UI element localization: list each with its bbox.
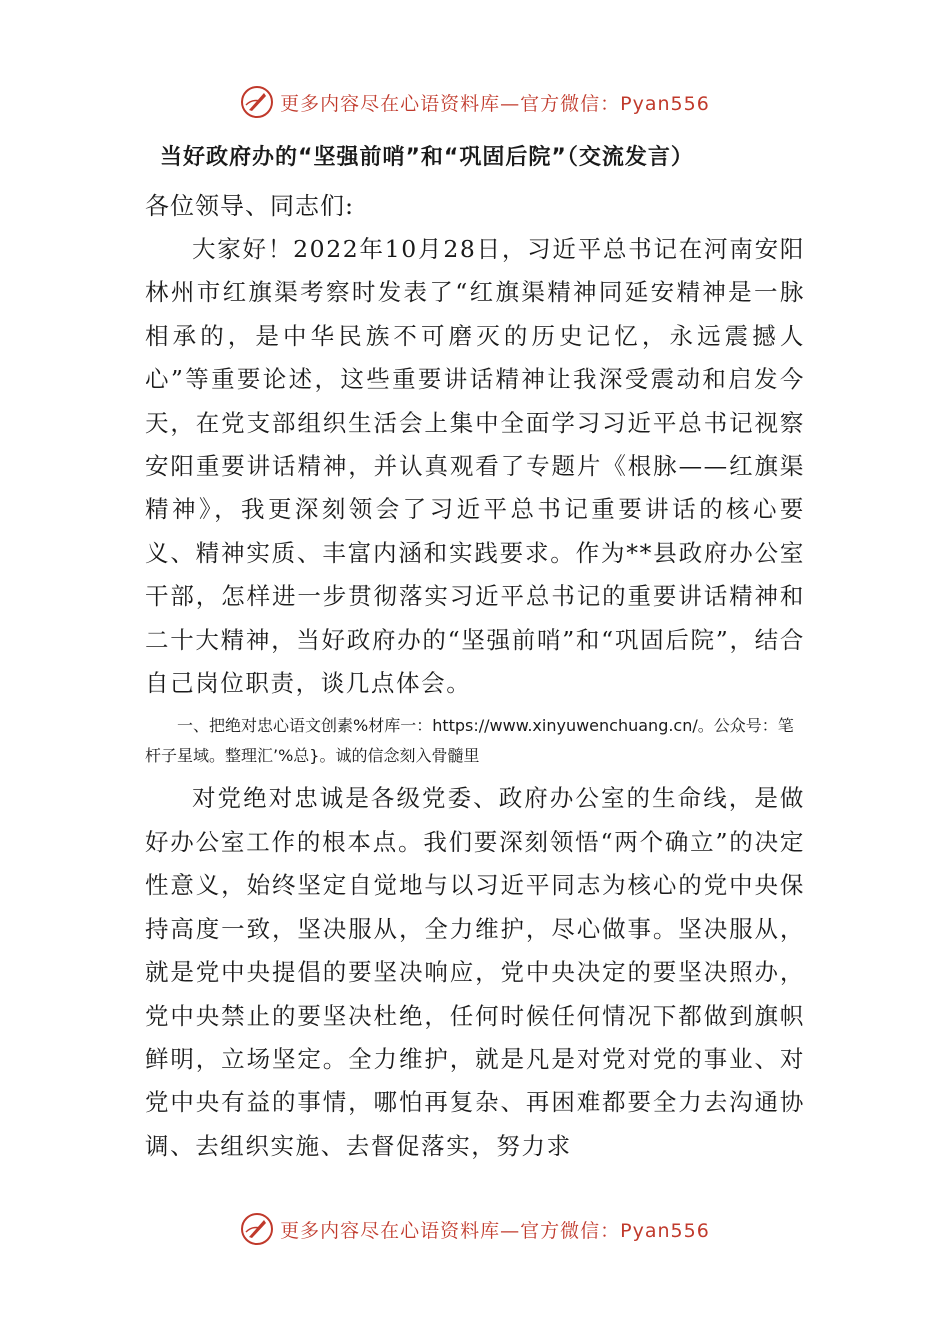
- wechat-id: Pyan556: [620, 1219, 710, 1242]
- greeting: 各位领导、同志们:: [145, 192, 355, 220]
- quill-pen-icon: [240, 1212, 274, 1246]
- footer-banner: [0, 1209, 950, 1249]
- banner-text: 更多内容尽在心语资料库—官方微信：Pyan556: [280, 1219, 710, 1242]
- banner-text: 更多内容尽在心语资料库—官方微信：Pyan556: [280, 92, 710, 115]
- wechat-id: Pyan556: [620, 92, 710, 115]
- header-banner: [0, 82, 950, 122]
- document-body: [145, 185, 805, 1168]
- paragraph-intro: 大家好！2022年10月28日，习近平总书记在河南安阳林州市红旗渠考察时发表了“红旗渠精神同延安精神是一脉相承的，是中华民族不可磨灭的历史记忆，永远震撼人心”等重要论述，这些重要讲话精神让我深受震动和启发今天，在党支部组织生活会上集中全面学习习近平总书记视察安阳重要讲话精神，并认真观看了专题片《根脉——红旗渠精神》，我更深刻领会了习近平总书记重要讲话的核心要义、精神实质、丰富内涵和实践要求。作为**县政府办公室干部，怎样进一步贯彻落实习近平总书记的重要讲话精神和二十大精神，当好政府办的“坚强前哨”和“巩固后院”，结合自己岗位职责，谈几点体会。: [145, 235, 805, 698]
- section-heading: 一、把绝对忠心语文创素%材库一：https://www.xinyuwenchuang.cn/。公众号：笔杆子星域。整理汇’%总}。诚的信念刻入骨髓里: [145, 716, 794, 766]
- paragraph-loyalty: 对党绝对忠诚是各级党委、政府办公室的生命线，是做好办公室工作的根本点。我们要深刻领悟“两个确立”的决定性意义，始终坚定自觉地与以习近平同志为核心的党中央保持高度一致，坚决服从，全力维护，尽心做事。坚决服从，就是党中央提倡的要坚决响应，党中央决定的要坚决照办，党中央禁止的要坚决杜绝，任何时候任何情况下都做到旗帜鲜明，立场坚定。全力维护，就是凡是对党对党的事业、对党中央有益的事情，哪怕再复杂、再困难都要全力去沟通协调、去组织实施、去督促落实，努力求: [145, 784, 805, 1160]
- document-title: 当好政府办的“坚强前哨”和“巩固后院”（交流发言）: [160, 145, 694, 170]
- quill-pen-icon: [240, 85, 274, 119]
